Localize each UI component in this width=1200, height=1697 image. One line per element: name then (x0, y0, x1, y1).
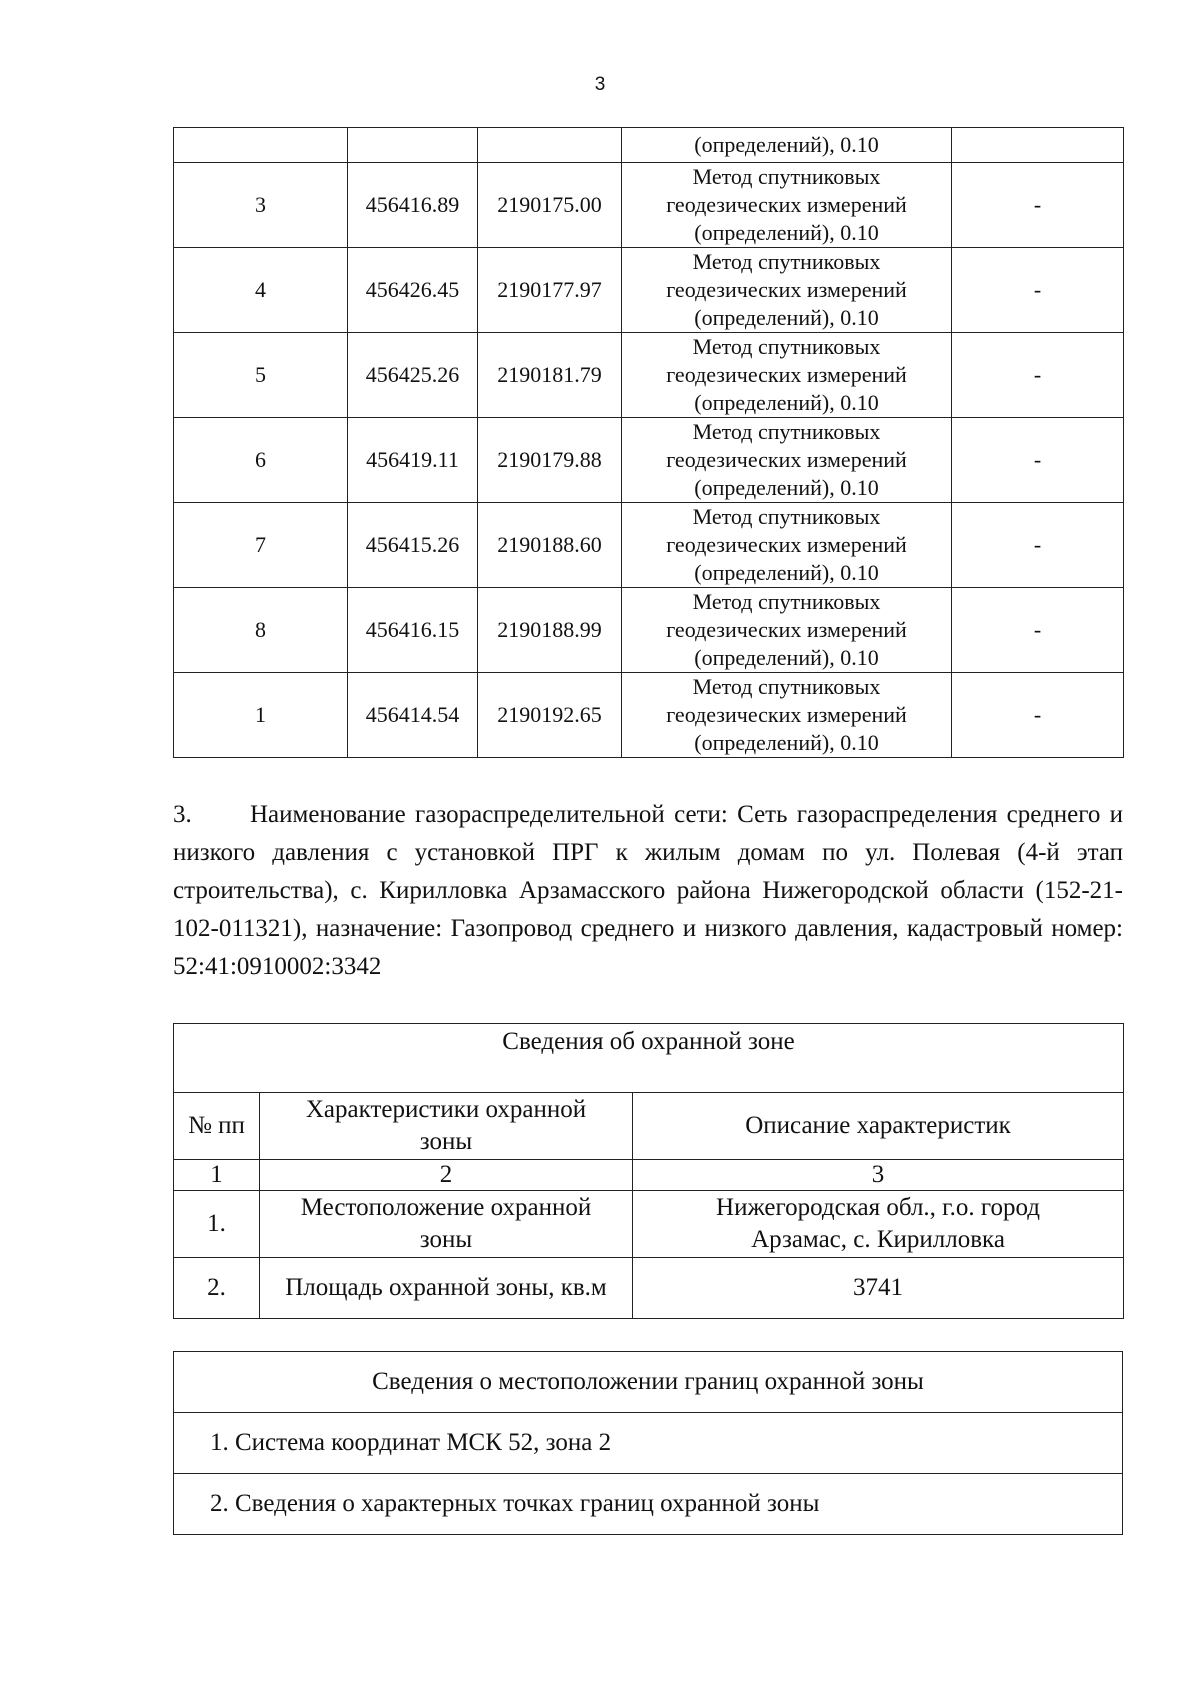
cell-y: 2190175.00 (478, 163, 622, 248)
cell-line: зоны (419, 1226, 473, 1253)
header-line: зоны (419, 1128, 473, 1155)
method-line: геодезических измерений (666, 447, 907, 472)
table-row (174, 418, 1124, 503)
cell-x: 456416.15 (348, 588, 478, 673)
cell-y: 2190188.60 (478, 503, 622, 588)
cell-method (622, 248, 952, 333)
cell-point: 5 (174, 333, 348, 418)
method-line: Метод спутниковых (692, 164, 881, 189)
method-line: геодезических измерений (666, 617, 907, 642)
cell-method (622, 673, 952, 758)
cell-line: Нижегородская обл., г.о. город (716, 1194, 1040, 1221)
method-line: (определений), 0.10 (694, 645, 879, 670)
method-line: геодезических измерений (666, 192, 907, 217)
table-row (174, 673, 1124, 758)
cell-num: 1. (174, 1191, 260, 1258)
table-caption-row (174, 1024, 1124, 1093)
method-line: геодезических измерений (666, 362, 907, 387)
coordinates-table (173, 127, 1124, 758)
table-header-row (174, 1093, 1124, 1160)
header-num: № пп (174, 1093, 260, 1160)
cell-y: 2190179.88 (478, 418, 622, 503)
cell-y: 2190177.97 (478, 248, 622, 333)
cell-description (633, 1191, 1124, 1258)
table-row (174, 333, 1124, 418)
bounds-table-caption: Сведения о местоположении границ охранной зоны (174, 1352, 1123, 1413)
cell-note: - (952, 418, 1124, 503)
table-row (174, 1474, 1123, 1535)
method-line: (определений), 0.10 (694, 220, 879, 245)
cell-note: - (952, 673, 1124, 758)
cell-note: - (952, 248, 1124, 333)
cell-point: 4 (174, 248, 348, 333)
method-line: Метод спутниковых (692, 589, 881, 614)
section-paragraph (173, 796, 1123, 986)
cell-num: 2. (174, 1258, 260, 1319)
cell-characteristic (260, 1191, 633, 1258)
cell-method (622, 163, 952, 248)
cell-point: 8 (174, 588, 348, 673)
method-line: (определений), 0.10 (694, 390, 879, 415)
cell-x: 456426.45 (348, 248, 478, 333)
table-row (174, 1413, 1123, 1474)
cell-x (348, 128, 478, 163)
cell-characteristic: Площадь охранной зоны, кв.м (260, 1258, 633, 1319)
cell-note: - (952, 503, 1124, 588)
table-row (174, 1258, 1124, 1319)
cell-note: - (952, 163, 1124, 248)
method-line: Метод спутниковых (692, 504, 881, 529)
method-line: (определений), 0.10 (694, 560, 879, 585)
cell-point: 1 (174, 673, 348, 758)
cell-method (622, 588, 952, 673)
method-line: геодезических измерений (666, 532, 907, 557)
table-row (174, 163, 1124, 248)
cell-point (174, 128, 348, 163)
table-row-continuation (174, 128, 1124, 163)
cell-method: (определений), 0.10 (622, 128, 952, 163)
boundary-info-table (173, 1351, 1123, 1535)
zone-table-caption: Сведения об охранной зоне (174, 1024, 1124, 1093)
method-line: Метод спутниковых (692, 419, 881, 444)
cell-x: 456416.89 (348, 163, 478, 248)
cell-line: Местоположение охранной (300, 1194, 592, 1221)
cell-description: 3741 (633, 1258, 1124, 1319)
section-number: 3. (173, 801, 192, 828)
table-row (174, 248, 1124, 333)
table-row (174, 503, 1124, 588)
boundary-points-item: 2. Сведения о характерных точках границ охранной зоны (174, 1474, 1123, 1535)
method-line: геодезических измерений (666, 277, 907, 302)
cell-y: 2190192.65 (478, 673, 622, 758)
cell-x: 456425.26 (348, 333, 478, 418)
cell-y (478, 128, 622, 163)
zone-info-table (173, 1023, 1124, 1319)
cell-x: 456415.26 (348, 503, 478, 588)
method-line: Метод спутниковых (692, 674, 881, 699)
method-line: (определений), 0.10 (694, 305, 879, 330)
method-line: Метод спутниковых (692, 249, 881, 274)
cell-note: - (952, 333, 1124, 418)
index-cell: 1 (174, 1160, 260, 1191)
cell-point: 3 (174, 163, 348, 248)
table-caption-row (174, 1352, 1123, 1413)
cell-x: 456414.54 (348, 673, 478, 758)
method-line: (определений), 0.10 (694, 730, 879, 755)
header-description: Описание характеристик (633, 1093, 1124, 1160)
cell-x: 456419.11 (348, 418, 478, 503)
cell-note (952, 128, 1124, 163)
section-text: Наименование газораспределительной сети: Сеть газораспределения среднего и низкого давления с установкой ПРГ к жилым домам по ул. Полевая (4-й этап строительства), с. Кирилловка Арзамасского района Нижегородской области (152-21-102-011321), назначение: Газопровод среднего и низкого давления, кадастровый номер: 52:41:0910002:3342 (173, 801, 1123, 980)
cell-method (622, 503, 952, 588)
method-line: геодезических измерений (666, 702, 907, 727)
header-characteristics (260, 1093, 633, 1160)
cell-note: - (952, 588, 1124, 673)
cell-point: 6 (174, 418, 348, 503)
cell-method (622, 418, 952, 503)
cell-y: 2190181.79 (478, 333, 622, 418)
coordinate-system-item: 1. Система координат МСК 52, зона 2 (174, 1413, 1123, 1474)
table-row (174, 588, 1124, 673)
index-cell: 3 (633, 1160, 1124, 1191)
method-line: (определений), 0.10 (694, 475, 879, 500)
cell-y: 2190188.99 (478, 588, 622, 673)
cell-method (622, 333, 952, 418)
cell-point: 7 (174, 503, 348, 588)
cell-line: Арзамас, с. Кирилловка (751, 1226, 1005, 1253)
table-index-row (174, 1160, 1124, 1191)
table-row (174, 1191, 1124, 1258)
page-number: 3 (594, 74, 606, 95)
header-line: Характеристики охранной (305, 1096, 587, 1123)
index-cell: 2 (260, 1160, 633, 1191)
method-line: Метод спутниковых (692, 334, 881, 359)
